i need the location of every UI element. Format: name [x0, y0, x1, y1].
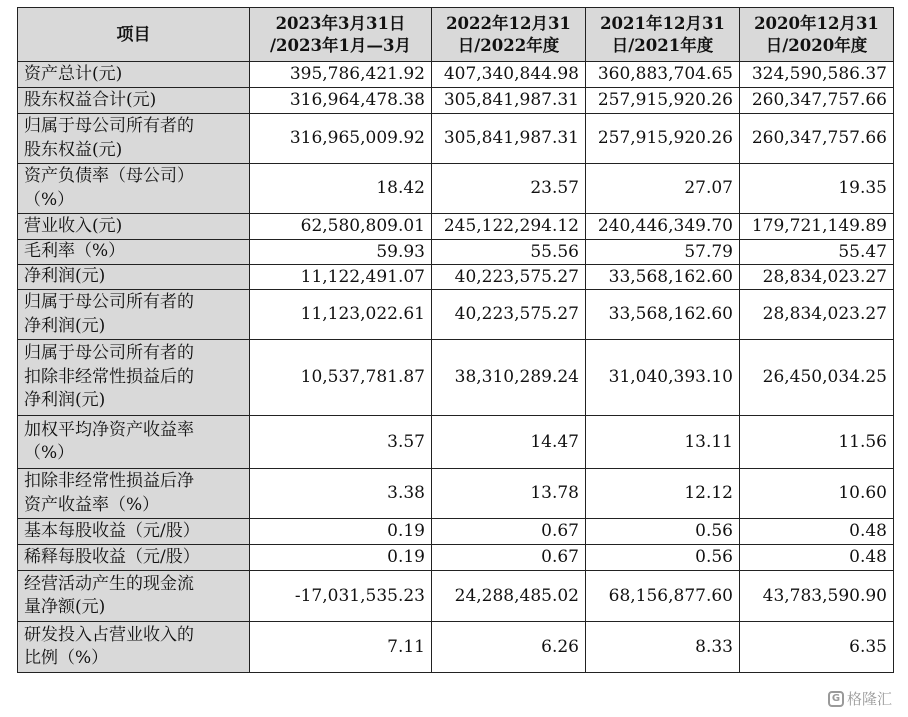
table-cell: 11,122,491.07 — [250, 265, 432, 290]
row-label — [18, 622, 250, 673]
table-cell: 3.38 — [250, 469, 432, 519]
header-item: 项目 — [18, 8, 250, 62]
table-cell: 14.47 — [432, 416, 586, 469]
table-cell: 360,883,704.65 — [586, 62, 740, 88]
table-cell: 57.79 — [586, 240, 740, 265]
table-row — [18, 164, 894, 214]
table-cell: 6.35 — [740, 622, 894, 673]
table-cell: 33,568,162.60 — [586, 265, 740, 290]
row-label — [18, 519, 250, 545]
table-cell: 245,122,294.12 — [432, 214, 586, 240]
row-label — [18, 571, 250, 622]
financial-data-table — [17, 7, 894, 673]
table-row — [18, 265, 894, 290]
table-row — [18, 545, 894, 571]
header-line: 日/2021年度 — [611, 35, 714, 55]
row-label-line: 归属于母公司所有者的 — [24, 292, 194, 312]
table-body — [18, 62, 894, 673]
row-label-line: 净利润(元) — [24, 315, 106, 336]
table-cell: 3.57 — [250, 416, 432, 469]
table-row — [18, 571, 894, 622]
row-label-line: 净利润(元) — [24, 390, 106, 411]
header-line: 日/2022年度 — [457, 35, 560, 55]
table-cell: 59.93 — [250, 240, 432, 265]
table-cell: 40,223,575.27 — [432, 290, 586, 340]
table-row — [18, 519, 894, 545]
table-cell: 11,123,022.61 — [250, 290, 432, 340]
table-cell: 24,288,485.02 — [432, 571, 586, 622]
table-cell: 260,347,757.66 — [740, 88, 894, 114]
table-row — [18, 469, 894, 519]
row-label — [18, 265, 250, 290]
row-label — [18, 114, 250, 164]
table-cell: 11.56 — [740, 416, 894, 469]
table-row — [18, 290, 894, 340]
row-label-line: 净利润(元) — [24, 266, 106, 287]
row-label-line: 比例（%） — [24, 648, 109, 668]
row-label-line: 资产总计(元) — [24, 63, 123, 84]
table-row — [18, 416, 894, 469]
table-cell: 26,450,034.25 — [740, 340, 894, 416]
row-label — [18, 214, 250, 240]
row-label-line: 资产负债率（母公司） — [24, 166, 194, 186]
row-label-line: 归属于母公司所有者的 — [24, 343, 194, 364]
table-cell: 62,580,809.01 — [250, 214, 432, 240]
table-cell: 257,915,920.26 — [586, 114, 740, 164]
table-cell: 12.12 — [586, 469, 740, 519]
table-cell: 240,446,349.70 — [586, 214, 740, 240]
table-cell: 0.56 — [586, 545, 740, 571]
table-cell: 0.19 — [250, 519, 432, 545]
table-cell: 27.07 — [586, 164, 740, 214]
table-cell: -17,031,535.23 — [250, 571, 432, 622]
row-label — [18, 545, 250, 571]
table-cell: 28,834,023.27 — [740, 265, 894, 290]
row-label — [18, 290, 250, 340]
table-cell: 10,537,781.87 — [250, 340, 432, 416]
table-cell: 0.67 — [432, 545, 586, 571]
row-label-line: 扣除非经常性损益后净 — [24, 471, 194, 491]
table-cell: 0.48 — [740, 545, 894, 571]
table-cell: 257,915,920.26 — [586, 88, 740, 114]
row-label-line: 股东权益合计(元) — [24, 89, 157, 110]
row-label-line: 毛利率（%） — [24, 241, 126, 262]
table-header-row — [18, 8, 894, 62]
table-cell: 31,040,393.10 — [586, 340, 740, 416]
table-row — [18, 114, 894, 164]
table-cell: 316,964,478.38 — [250, 88, 432, 114]
table-cell: 55.56 — [432, 240, 586, 265]
row-label-line: 量净额(元) — [24, 597, 106, 617]
table-cell: 55.47 — [740, 240, 894, 265]
table-cell: 316,965,009.92 — [250, 114, 432, 164]
row-label — [18, 88, 250, 114]
row-label — [18, 469, 250, 519]
header-column — [250, 8, 432, 62]
header-line: /2023年1月—3月 — [270, 35, 411, 55]
row-label-line: 营业收入(元) — [24, 215, 123, 236]
watermark — [828, 688, 892, 709]
table-cell: 33,568,162.60 — [586, 290, 740, 340]
table-row — [18, 240, 894, 265]
table-cell: 10.60 — [740, 469, 894, 519]
table-cell: 23.57 — [432, 164, 586, 214]
row-label — [18, 240, 250, 265]
table-cell: 28,834,023.27 — [740, 290, 894, 340]
table-cell: 43,783,590.90 — [740, 571, 894, 622]
table-cell: 13.78 — [432, 469, 586, 519]
table-cell: 407,340,844.98 — [432, 62, 586, 88]
header-line: 2022年12月31 — [446, 13, 571, 33]
table-row — [18, 622, 894, 673]
row-label-line: 股东权益(元) — [24, 139, 123, 160]
table-row — [18, 340, 894, 416]
table-row — [18, 88, 894, 114]
table-cell: 38,310,289.24 — [432, 340, 586, 416]
row-label-line: （%） — [24, 443, 75, 463]
row-label — [18, 416, 250, 469]
row-label-line: 加权平均净资产收益率 — [24, 419, 194, 440]
row-label-line: 扣除非经常性损益后的 — [24, 366, 194, 387]
row-label — [18, 164, 250, 214]
table-cell: 0.67 — [432, 519, 586, 545]
watermark-text: 格隆汇 — [847, 690, 893, 708]
header-line: 2021年12月31 — [600, 13, 725, 33]
row-label-line: 研发投入占营业收入的 — [24, 624, 194, 645]
row-label-line: 基本每股收益（元/股） — [24, 520, 200, 541]
table-cell: 8.33 — [586, 622, 740, 673]
table-cell: 18.42 — [250, 164, 432, 214]
row-label — [18, 340, 250, 416]
table-cell: 260,347,757.66 — [740, 114, 894, 164]
row-label-line: 经营活动产生的现金流 — [24, 573, 194, 594]
row-label-line: 稀释每股收益（元/股） — [24, 546, 200, 567]
table-cell: 179,721,149.89 — [740, 214, 894, 240]
header-line: 2020年12月31 — [754, 13, 879, 33]
table-row — [18, 62, 894, 88]
row-label — [18, 62, 250, 88]
watermark-logo-icon: G — [828, 691, 844, 707]
table-cell: 0.48 — [740, 519, 894, 545]
table-cell: 7.11 — [250, 622, 432, 673]
header-column — [740, 8, 894, 62]
header-line: 日/2020年度 — [765, 35, 868, 55]
table-cell: 40,223,575.27 — [432, 265, 586, 290]
table-cell: 0.19 — [250, 545, 432, 571]
table-cell: 395,786,421.92 — [250, 62, 432, 88]
table-cell: 305,841,987.31 — [432, 114, 586, 164]
table-cell: 324,590,586.37 — [740, 62, 894, 88]
table-cell: 68,156,877.60 — [586, 571, 740, 622]
row-label-line: 资产收益率（%） — [24, 494, 160, 515]
table-cell: 13.11 — [586, 416, 740, 469]
table-cell: 0.56 — [586, 519, 740, 545]
row-label-line: 归属于母公司所有者的 — [24, 116, 194, 136]
row-label-line: （%） — [24, 189, 75, 210]
table-cell: 305,841,987.31 — [432, 88, 586, 114]
table-cell: 6.26 — [432, 622, 586, 673]
table-row — [18, 214, 894, 240]
header-line: 2023年3月31日 — [275, 13, 406, 33]
header-column — [586, 8, 740, 62]
header-column — [432, 8, 586, 62]
table-cell: 19.35 — [740, 164, 894, 214]
